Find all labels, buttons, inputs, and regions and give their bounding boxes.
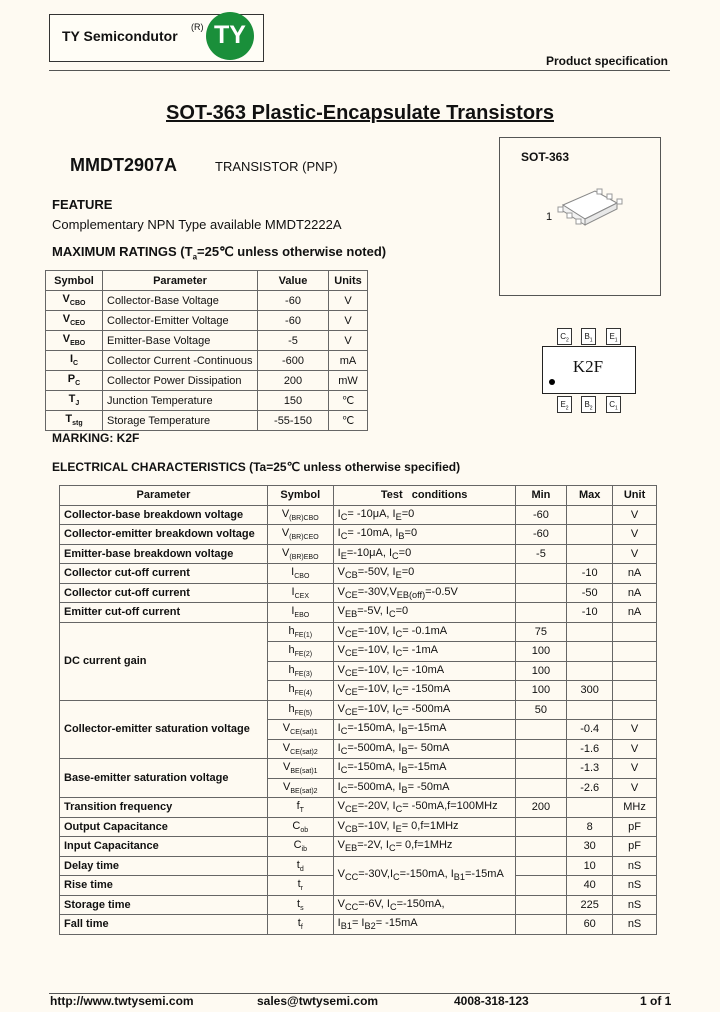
col-max: Max — [567, 486, 613, 506]
conditions-cell: $V_{CE}=-30V,V_{EB(off)}=-0.5V$ — [333, 583, 515, 603]
value-cell: -600 — [258, 351, 329, 371]
symbol-cell: $t_s$ — [267, 895, 333, 915]
max-rating-row — [46, 331, 368, 351]
min-cell: 100 — [515, 642, 567, 662]
symbol-cell: $h_{FE(3)}$ — [267, 661, 333, 681]
min-cell: -5 — [515, 544, 567, 564]
max-cell: 40 — [567, 876, 613, 896]
conditions-cell: $V_{CE}=-10V$, $I_C= -500mA$ — [333, 700, 515, 720]
parameter-cell: Storage time — [60, 895, 268, 915]
conditions-cell: $I_C= -10\mu A$, $I_E=0$ — [333, 505, 515, 525]
page-title — [0, 102, 720, 125]
parameter-cell: Collector cut-off current — [60, 583, 268, 603]
pin-top: $B_1$ — [581, 328, 596, 345]
symbol-cell: $V_{CEO}$ — [46, 311, 103, 331]
symbol-cell: $V_{CE(sat)2}$ — [267, 739, 333, 759]
pin-top: $E_1$ — [606, 328, 621, 345]
max-cell: 300 — [567, 681, 613, 701]
unit-cell: V — [613, 525, 657, 545]
electrical-table — [59, 485, 657, 935]
min-cell — [515, 720, 567, 740]
unit-cell — [613, 642, 657, 662]
part-number: MMDT2907A — [70, 155, 178, 175]
symbol-cell: $t_f$ — [267, 915, 333, 935]
parameter-cell: Collector-Emitter Voltage — [103, 311, 258, 331]
col-units: Units — [329, 271, 368, 291]
parameter-cell: Rise time — [60, 876, 268, 896]
package-drawing — [555, 183, 625, 233]
parameter-cell: Delay time — [60, 856, 268, 876]
conditions-cell: $V_{EB}=-2V$, $I_C= 0,f=1MHz$ — [333, 837, 515, 857]
marking-code: K2F — [572, 357, 604, 376]
symbol-cell: $h_{FE(4)}$ — [267, 681, 333, 701]
col-symbol: Symbol — [46, 271, 103, 291]
min-cell — [515, 564, 567, 584]
unit-cell — [613, 681, 657, 701]
max-cell — [567, 525, 613, 545]
unit-cell: nS — [613, 895, 657, 915]
value-cell: 200 — [258, 371, 329, 391]
symbol-cell: $V_{(BR)CEO}$ — [267, 525, 333, 545]
min-cell — [515, 817, 567, 837]
footer-page: 1 of 1 — [640, 994, 672, 1008]
conditions-cell: $I_E=-10\mu A$, $I_C=0$ — [333, 544, 515, 564]
symbol-cell: $I_{EBO}$ — [267, 603, 333, 623]
logo-text: TY Semicondutor — [62, 28, 178, 44]
min-cell — [515, 915, 567, 935]
min-cell — [515, 876, 567, 896]
max-cell: -2.6 — [567, 778, 613, 798]
parameter-cell: Junction Temperature — [103, 391, 258, 411]
parameter-cell: Collector-base breakdown voltage — [60, 505, 268, 525]
unit-cell: MHz — [613, 798, 657, 818]
symbol-cell: $V_{CE(sat)1}$ — [267, 720, 333, 740]
min-cell — [515, 856, 567, 876]
parameter-cell: Fall time — [60, 915, 268, 935]
conditions-cell: $V_{EB}=-5V$, $I_C=0$ — [333, 603, 515, 623]
max-cell: 225 — [567, 895, 613, 915]
pin-top: $C_2$ — [557, 328, 572, 345]
max-ratings-heading: MAXIMUM RATINGS ($T_a=25℃$ unless otherwise noted) — [52, 244, 387, 262]
min-cell: -60 — [515, 505, 567, 525]
parameter-cell: Input Capacitance — [60, 837, 268, 857]
min-cell — [515, 895, 567, 915]
min-cell: 75 — [515, 622, 567, 642]
part-type: TRANSISTOR (PNP) — [215, 159, 338, 174]
conditions-cell: $I_C=-500mA$, $I_B=-$ 50mA — [333, 739, 515, 759]
unit-cell: V — [329, 291, 368, 311]
col-symbol: Symbol — [267, 486, 333, 506]
conditions-cell: $I_C=-500mA$, $I_B= -50mA$ — [333, 778, 515, 798]
max-rating-row — [46, 391, 368, 411]
symbol-cell: $C_{ib}$ — [267, 837, 333, 857]
symbol-cell: $t_d$ — [267, 856, 333, 876]
unit-cell: mW — [329, 371, 368, 391]
unit-cell — [613, 622, 657, 642]
unit-cell: ℃ — [329, 411, 368, 431]
conditions-cell: $V_{CE}=-10V$, $I_C= -1mA$ — [333, 642, 515, 662]
min-cell — [515, 837, 567, 857]
value-cell: -60 — [258, 291, 329, 311]
unit-cell: nS — [613, 915, 657, 935]
parameter-cell: Collector-emitter breakdown voltage — [60, 525, 268, 545]
conditions-cell: $I_{B1}= I_{B2}= -15mA$ — [333, 915, 515, 935]
symbol-cell: $t_r$ — [267, 876, 333, 896]
electrical-row — [60, 525, 657, 545]
electrical-row — [60, 915, 657, 935]
logo-circle-text: TY — [214, 21, 246, 49]
unit-cell: nA — [613, 583, 657, 603]
value-cell: 150 — [258, 391, 329, 411]
max-cell: 10 — [567, 856, 613, 876]
unit-cell: pF — [613, 837, 657, 857]
max-cell — [567, 622, 613, 642]
max-cell: -0.4 — [567, 720, 613, 740]
symbol-cell: $V_{BE(sat)2}$ — [267, 778, 333, 798]
max-cell: 30 — [567, 837, 613, 857]
conditions-cell: $I_C=-150mA$, $I_B=-15mA$ — [333, 720, 515, 740]
max-cell: -10 — [567, 564, 613, 584]
max-cell — [567, 661, 613, 681]
electrical-row — [60, 583, 657, 603]
parameter-cell: DC current gain — [60, 622, 268, 700]
conditions-cell: $I_C= -10mA$, $I_B=0$ — [333, 525, 515, 545]
conditions-cell: $V_{CC}=-6V$, $I_C=-150mA$, — [333, 895, 515, 915]
max-cell: 60 — [567, 915, 613, 935]
symbol-cell: $V_{EBO}$ — [46, 331, 103, 351]
symbol-cell: $T_{stg}$ — [46, 411, 103, 431]
min-cell — [515, 583, 567, 603]
unit-cell — [613, 700, 657, 720]
symbol-cell: $h_{FE(2)}$ — [267, 642, 333, 662]
symbol-cell: $T_J$ — [46, 391, 103, 411]
electrical-row — [60, 505, 657, 525]
col-min: Min — [515, 486, 567, 506]
conditions-cell: $V_{CC}=-30V,I_C=-150mA$, $I_{B1}=-15mA$ — [333, 856, 515, 895]
unit-cell: V — [613, 544, 657, 564]
parameter-cell: Output Capacitance — [60, 817, 268, 837]
min-cell: 50 — [515, 700, 567, 720]
parameter-cell: Transition frequency — [60, 798, 268, 818]
parameter-cell: Base-emitter saturation voltage — [60, 759, 268, 798]
pin-bottom: $C_1$ — [606, 396, 621, 413]
min-cell — [515, 778, 567, 798]
conditions-cell: $V_{CE}=-10V$, $I_C= -0.1mA$ — [333, 622, 515, 642]
unit-cell: nS — [613, 856, 657, 876]
max-ratings-table — [45, 270, 368, 431]
parameter-cell: Collector Current -Continuous — [103, 351, 258, 371]
conditions-cell: $V_{CB}=-50V$, $I_E=0$ — [333, 564, 515, 584]
conditions-cell: $V_{CB}=-10V$, $I_E= 0,f=1MHz$ — [333, 817, 515, 837]
value-cell: -60 — [258, 311, 329, 331]
unit-cell: nA — [613, 603, 657, 623]
conditions-cell: $V_{CE}=-20V$, $I_C= -50mA,f=100MHz$ — [333, 798, 515, 818]
unit-cell: V — [613, 778, 657, 798]
symbol-cell: $h_{FE(1)}$ — [267, 622, 333, 642]
max-cell: -1.3 — [567, 759, 613, 779]
symbol-cell: $V_{(BR)CBO}$ — [267, 505, 333, 525]
header-rule — [49, 70, 670, 71]
conditions-cell: $V_{CE}=-10V$, $I_C= -150mA$ — [333, 681, 515, 701]
unit-cell: nS — [613, 876, 657, 896]
unit-cell: V — [613, 505, 657, 525]
unit-cell: pF — [613, 817, 657, 837]
value-cell: -5 — [258, 331, 329, 351]
unit-cell: V — [613, 720, 657, 740]
product-specification: Product specification — [545, 54, 668, 68]
pin-bottom: $B_2$ — [581, 396, 596, 413]
electrical-header — [60, 486, 657, 506]
footer-website[interactable]: http://www.twtysemi.com — [50, 994, 194, 1008]
max-cell: -50 — [567, 583, 613, 603]
symbol-cell: $V_{(BR)EBO}$ — [267, 544, 333, 564]
parameter-cell: Emitter-base breakdown voltage — [60, 544, 268, 564]
unit-cell: V — [329, 311, 368, 331]
parameter-cell: Collector cut-off current — [60, 564, 268, 584]
max-cell — [567, 700, 613, 720]
pin1-dot — [549, 379, 555, 385]
unit-cell: V — [329, 331, 368, 351]
pin-bottom: $E_2$ — [557, 396, 572, 413]
unit-cell: nA — [613, 564, 657, 584]
min-cell — [515, 759, 567, 779]
parameter-cell: Storage Temperature — [103, 411, 258, 431]
symbol-cell: $C_{ob}$ — [267, 817, 333, 837]
footer-email[interactable]: sales@twtysemi.com — [257, 994, 379, 1008]
parameter-cell: Collector-Base Voltage — [103, 291, 258, 311]
conditions-cell: $V_{CE}=-10V$, $I_C= -10mA$ — [333, 661, 515, 681]
footer-phone: 4008-318-123 — [454, 994, 529, 1008]
max-cell: -10 — [567, 603, 613, 623]
electrical-row — [60, 798, 657, 818]
min-cell — [515, 739, 567, 759]
max-cell — [567, 798, 613, 818]
parameter-cell: Emitter-Base Voltage — [103, 331, 258, 351]
package-label: SOT-363 — [521, 150, 570, 164]
feature-text: Complementary NPN Type available MMDT2222A — [52, 217, 342, 232]
electrical-row — [60, 895, 657, 915]
max-rating-row — [46, 291, 368, 311]
feature-heading: FEATURE — [52, 197, 113, 212]
electrical-row — [60, 564, 657, 584]
symbol-cell: $I_{CEX}$ — [267, 583, 333, 603]
symbol-cell: $V_{CBO}$ — [46, 291, 103, 311]
min-cell — [515, 603, 567, 623]
max-ratings-header — [46, 271, 368, 291]
value-cell: -55-150 — [258, 411, 329, 431]
parameter-cell: Collector Power Dissipation — [103, 371, 258, 391]
min-cell: -60 — [515, 525, 567, 545]
max-cell: -1.6 — [567, 739, 613, 759]
page-title-text: SOT-363 Plastic-Encapsulate Transistors — [166, 102, 554, 124]
marking-text: MARKING: K2F — [52, 431, 140, 445]
symbol-cell: $h_{FE(5)}$ — [267, 700, 333, 720]
electrical-row — [60, 856, 657, 876]
unit-cell: mA — [329, 351, 368, 371]
col-parameter: Parameter — [103, 271, 258, 291]
max-cell — [567, 544, 613, 564]
unit-cell — [613, 661, 657, 681]
unit-cell: V — [613, 739, 657, 759]
max-rating-row — [46, 411, 368, 431]
min-cell: 200 — [515, 798, 567, 818]
electrical-row — [60, 759, 657, 779]
parameter-cell: Emitter cut-off current — [60, 603, 268, 623]
parameter-cell: Collector-emitter saturation voltage — [60, 700, 268, 759]
electrical-row — [60, 544, 657, 564]
max-cell — [567, 642, 613, 662]
symbol-cell: $P_C$ — [46, 371, 103, 391]
symbol-cell: $f_T$ — [267, 798, 333, 818]
registered-mark: (R) — [191, 22, 204, 32]
symbol-cell: $I_C$ — [46, 351, 103, 371]
electrical-row — [60, 700, 657, 720]
electrical-heading: ELECTRICAL CHARACTERISTICS (Ta=25℃ unless otherwise specified) — [52, 460, 461, 474]
electrical-row — [60, 837, 657, 857]
conditions-cell: $I_C=-150mA$, $I_B=-15mA$ — [333, 759, 515, 779]
col-value: Value — [258, 271, 329, 291]
electrical-row — [60, 603, 657, 623]
symbol-cell: $I_{CBO}$ — [267, 564, 333, 584]
max-cell: 8 — [567, 817, 613, 837]
max-rating-row — [46, 351, 368, 371]
electrical-row — [60, 817, 657, 837]
col-test-conditions: Test conditions — [333, 486, 515, 506]
logo-circle — [206, 12, 254, 60]
electrical-row — [60, 622, 657, 642]
symbol-cell: $V_{BE(sat)1}$ — [267, 759, 333, 779]
col-unit: Unit — [613, 486, 657, 506]
pin-one-label: 1 — [546, 211, 553, 223]
unit-cell: V — [613, 759, 657, 779]
unit-cell: ℃ — [329, 391, 368, 411]
max-rating-row — [46, 371, 368, 391]
min-cell: 100 — [515, 661, 567, 681]
max-cell — [567, 505, 613, 525]
col-parameter: Parameter — [60, 486, 268, 506]
min-cell: 100 — [515, 681, 567, 701]
max-rating-row — [46, 311, 368, 331]
